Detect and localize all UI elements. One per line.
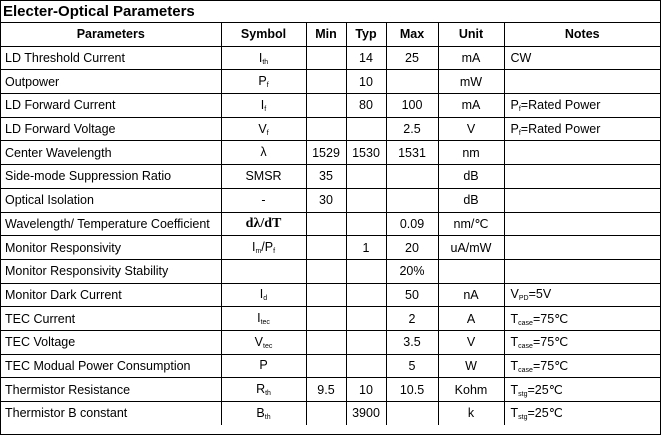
unit-cell: nm bbox=[438, 141, 504, 165]
unit-cell: mW bbox=[438, 70, 504, 94]
table-row bbox=[1, 236, 660, 260]
max-cell bbox=[386, 188, 438, 212]
typ-cell: 1530 bbox=[346, 141, 386, 165]
min-cell bbox=[306, 330, 346, 354]
typ-cell: 1 bbox=[346, 236, 386, 260]
symbol-text: V bbox=[258, 121, 267, 136]
note-subscript: case bbox=[518, 366, 533, 374]
parameter-cell: Monitor Responsivity bbox=[1, 236, 221, 260]
typ-cell: 10 bbox=[346, 378, 386, 402]
parameters-table bbox=[1, 23, 660, 425]
unit-cell: V bbox=[438, 330, 504, 354]
min-cell: 1529 bbox=[306, 141, 346, 165]
min-cell bbox=[306, 402, 346, 425]
parameter-cell: Outpower bbox=[1, 70, 221, 94]
typ-cell bbox=[346, 259, 386, 283]
unit-cell: mA bbox=[438, 94, 504, 118]
symbol-subscript: th bbox=[265, 390, 271, 398]
header-max: Max bbox=[386, 23, 438, 46]
typ-cell bbox=[346, 354, 386, 378]
notes-cell bbox=[504, 188, 660, 212]
symbol-subscript: d bbox=[263, 295, 268, 303]
parameter-cell: Monitor Dark Current bbox=[1, 283, 221, 307]
symbol-cell bbox=[221, 330, 306, 354]
max-cell: 20% bbox=[386, 259, 438, 283]
max-cell: 5 bbox=[386, 354, 438, 378]
max-cell: 20 bbox=[386, 236, 438, 260]
note-subscript: case bbox=[518, 343, 533, 351]
parameter-cell: Monitor Responsivity Stability bbox=[1, 259, 221, 283]
max-cell: 25 bbox=[386, 46, 438, 70]
symbol-text: R bbox=[256, 382, 266, 397]
unit-cell: nA bbox=[438, 283, 504, 307]
max-cell: 2.5 bbox=[386, 117, 438, 141]
parameter-cell: Side-mode Suppression Ratio bbox=[1, 165, 221, 189]
header-unit: Unit bbox=[438, 23, 504, 46]
typ-cell bbox=[346, 212, 386, 236]
note-tail: =5V bbox=[528, 287, 552, 302]
symbol-cell bbox=[221, 188, 306, 212]
note-subscript: PD bbox=[518, 295, 529, 303]
symbol-cell bbox=[221, 259, 306, 283]
typ-cell bbox=[346, 165, 386, 189]
min-cell bbox=[306, 70, 346, 94]
symbol-text-2: /P bbox=[261, 240, 274, 255]
unit-cell: Kohm bbox=[438, 378, 504, 402]
symbol-cell bbox=[221, 117, 306, 141]
min-cell bbox=[306, 283, 346, 307]
notes-cell bbox=[504, 46, 660, 70]
typ-cell: 80 bbox=[346, 94, 386, 118]
min-cell: 30 bbox=[306, 188, 346, 212]
note-tail: =75℃ bbox=[532, 335, 569, 350]
unit-cell: mA bbox=[438, 46, 504, 70]
symbol-subscript: m bbox=[255, 248, 262, 256]
parameter-cell: Optical Isolation bbox=[1, 188, 221, 212]
note-text: T bbox=[510, 406, 519, 421]
notes-cell bbox=[504, 70, 660, 94]
note-text: CW bbox=[510, 50, 532, 65]
min-cell bbox=[306, 236, 346, 260]
typ-cell bbox=[346, 188, 386, 212]
notes-cell bbox=[504, 117, 660, 141]
header-row bbox=[1, 23, 660, 46]
note-tail: =Rated Power bbox=[520, 121, 601, 136]
symbol-text: - bbox=[261, 192, 266, 207]
min-cell bbox=[306, 117, 346, 141]
symbol-cell bbox=[221, 236, 306, 260]
note-subscript: case bbox=[518, 319, 533, 327]
symbol-text: P bbox=[258, 74, 267, 89]
typ-cell bbox=[346, 307, 386, 331]
parameter-cell: Wavelength/ Temperature Coefficient bbox=[1, 212, 221, 236]
max-cell: 1531 bbox=[386, 141, 438, 165]
table-row bbox=[1, 354, 660, 378]
table-row bbox=[1, 117, 660, 141]
note-subscript: f bbox=[518, 105, 521, 113]
parameter-cell: TEC Modual Power Consumption bbox=[1, 354, 221, 378]
symbol-text: P bbox=[259, 358, 268, 373]
symbol-subscript: f bbox=[266, 129, 269, 137]
note-text: T bbox=[510, 358, 519, 373]
symbol-text: I bbox=[259, 287, 264, 302]
symbol-text: dλ/dT bbox=[245, 215, 282, 231]
note-tail: =25℃ bbox=[527, 406, 563, 421]
note-text: P bbox=[510, 121, 519, 136]
min-cell bbox=[306, 354, 346, 378]
max-cell bbox=[386, 165, 438, 189]
min-cell bbox=[306, 307, 346, 331]
symbol-text: I bbox=[260, 97, 265, 112]
symbol-text: I bbox=[257, 311, 261, 326]
table-row bbox=[1, 141, 660, 165]
symbol-cell bbox=[221, 307, 306, 331]
symbol-cell bbox=[221, 165, 306, 189]
note-text: T bbox=[510, 335, 519, 350]
parameter-cell: LD Forward Voltage bbox=[1, 117, 221, 141]
note-subscript: stg bbox=[518, 390, 528, 398]
notes-cell bbox=[504, 165, 660, 189]
symbol-text: B bbox=[256, 405, 265, 420]
header-symbol: Symbol bbox=[221, 23, 306, 46]
table-row bbox=[1, 70, 660, 94]
unit-cell: A bbox=[438, 307, 504, 331]
parameter-cell: LD Threshold Current bbox=[1, 46, 221, 70]
symbol-cell bbox=[221, 94, 306, 118]
table-row bbox=[1, 259, 660, 283]
table-row bbox=[1, 46, 660, 70]
table-row bbox=[1, 378, 660, 402]
max-cell bbox=[386, 70, 438, 94]
notes-cell bbox=[504, 402, 660, 425]
typ-cell bbox=[346, 117, 386, 141]
parameter-cell: TEC Current bbox=[1, 307, 221, 331]
table-row bbox=[1, 212, 660, 236]
parameter-cell: LD Forward Current bbox=[1, 94, 221, 118]
notes-cell bbox=[504, 236, 660, 260]
max-cell: 10.5 bbox=[386, 378, 438, 402]
symbol-cell bbox=[221, 402, 306, 425]
unit-cell: W bbox=[438, 354, 504, 378]
symbol-text: λ bbox=[260, 145, 267, 160]
symbol-text: SMSR bbox=[245, 168, 282, 183]
note-text: P bbox=[510, 97, 519, 112]
table-row bbox=[1, 165, 660, 189]
unit-cell: V bbox=[438, 117, 504, 141]
unit-cell: dB bbox=[438, 165, 504, 189]
unit-cell: dB bbox=[438, 188, 504, 212]
note-tail: =75℃ bbox=[532, 311, 569, 326]
parameter-cell: TEC Voltage bbox=[1, 330, 221, 354]
typ-cell: 3900 bbox=[346, 402, 386, 425]
symbol-subscript: f bbox=[266, 82, 269, 90]
unit-cell bbox=[438, 259, 504, 283]
max-cell bbox=[386, 402, 438, 425]
note-tail: =75℃ bbox=[532, 358, 569, 373]
table-row bbox=[1, 94, 660, 118]
min-cell bbox=[306, 212, 346, 236]
symbol-text: I bbox=[251, 240, 256, 255]
table-row bbox=[1, 402, 660, 425]
max-cell: 100 bbox=[386, 94, 438, 118]
notes-cell bbox=[504, 283, 660, 307]
parameter-cell: Center Wavelength bbox=[1, 141, 221, 165]
min-cell bbox=[306, 46, 346, 70]
note-text: T bbox=[510, 311, 519, 326]
typ-cell: 10 bbox=[346, 70, 386, 94]
parameter-cell: Thermistor B constant bbox=[1, 402, 221, 425]
sheet-title: Electer-Optical Parameters bbox=[1, 1, 660, 23]
symbol-subscript: th bbox=[264, 413, 271, 421]
max-cell: 2 bbox=[386, 307, 438, 331]
unit-cell: nm/℃ bbox=[438, 212, 504, 236]
note-subscript: stg bbox=[518, 414, 528, 422]
note-text: T bbox=[510, 382, 519, 397]
min-cell bbox=[306, 259, 346, 283]
parameter-cell: Thermistor Resistance bbox=[1, 378, 221, 402]
typ-cell: 14 bbox=[346, 46, 386, 70]
symbol-cell bbox=[221, 141, 306, 165]
table-row bbox=[1, 283, 660, 307]
header-typ: Typ bbox=[346, 23, 386, 46]
typ-cell bbox=[346, 283, 386, 307]
notes-cell bbox=[504, 378, 660, 402]
header-min: Min bbox=[306, 23, 346, 46]
notes-cell bbox=[504, 354, 660, 378]
symbol-cell bbox=[221, 70, 306, 94]
unit-cell: uA/mW bbox=[438, 236, 504, 260]
table-row bbox=[1, 188, 660, 212]
symbol-subscript: th bbox=[262, 58, 269, 66]
note-tail: =Rated Power bbox=[520, 97, 601, 112]
symbol-subscript: f bbox=[264, 105, 267, 113]
header-parameters: Parameters bbox=[1, 23, 221, 46]
symbol-cell bbox=[221, 378, 306, 402]
table-row bbox=[1, 307, 660, 331]
notes-cell bbox=[504, 94, 660, 118]
symbol-cell bbox=[221, 354, 306, 378]
max-cell: 0.09 bbox=[386, 212, 438, 236]
symbol-subscript: tec bbox=[263, 342, 273, 350]
min-cell bbox=[306, 94, 346, 118]
min-cell: 9.5 bbox=[306, 378, 346, 402]
header-notes: Notes bbox=[504, 23, 660, 46]
notes-cell bbox=[504, 330, 660, 354]
note-tail: =25℃ bbox=[527, 382, 563, 397]
notes-cell bbox=[504, 259, 660, 283]
max-cell: 3.5 bbox=[386, 330, 438, 354]
table-row bbox=[1, 330, 660, 354]
min-cell: 35 bbox=[306, 165, 346, 189]
notes-cell bbox=[504, 307, 660, 331]
symbol-subscript-2: f bbox=[273, 248, 276, 256]
notes-cell bbox=[504, 212, 660, 236]
note-subscript: f bbox=[518, 129, 521, 137]
max-cell: 50 bbox=[386, 283, 438, 307]
notes-cell bbox=[504, 141, 660, 165]
symbol-text: I bbox=[258, 50, 263, 65]
symbol-cell bbox=[221, 283, 306, 307]
symbol-subscript: tec bbox=[260, 319, 270, 327]
typ-cell bbox=[346, 330, 386, 354]
unit-cell: k bbox=[438, 402, 504, 425]
symbol-cell bbox=[221, 46, 306, 70]
symbol-text: V bbox=[254, 334, 263, 349]
symbol-cell bbox=[221, 212, 306, 236]
note-text: V bbox=[510, 287, 519, 302]
